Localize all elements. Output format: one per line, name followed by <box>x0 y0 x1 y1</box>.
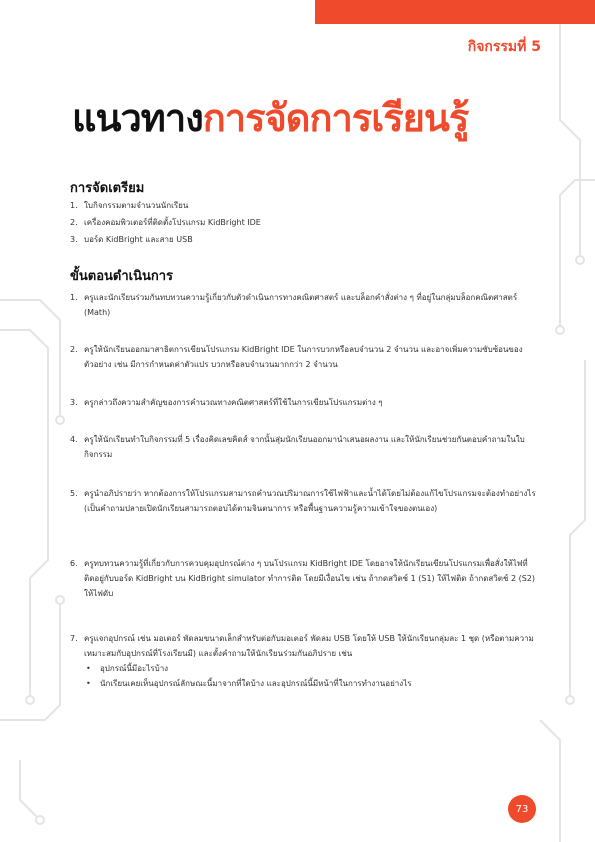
bullet-text: อุปกรณ์นี้มีอะไรบ้าง <box>100 664 169 673</box>
item-number: 3. <box>70 235 78 244</box>
bullet-mark: • <box>86 664 91 673</box>
list-item <box>70 486 538 516</box>
list-item <box>70 631 538 691</box>
step-body <box>84 631 538 691</box>
bullet-item <box>84 661 538 676</box>
step-text: ครูและนักเรียนร่วมกันทบทวนความรู้เกี่ยวกับตัวดำเนินการทางคณิตศาสตร์ และบล็อกคำสั่งต่าง ๆ ที่อยู่ในกลุ่มบล็อกคณิตศาสตร์ (Math) <box>84 293 518 317</box>
bullet-list <box>84 661 538 691</box>
item-number: 1. <box>70 201 78 210</box>
list-item <box>70 432 538 462</box>
item-text: บอร์ด KidBright และสาย USB <box>84 235 193 244</box>
step-number: 4. <box>70 435 78 444</box>
item-number: 2. <box>70 218 78 227</box>
procedure-heading: ขั้นตอนดำเนินการ <box>70 269 174 284</box>
step-number: 1. <box>70 293 78 302</box>
step-number: 2. <box>70 345 78 354</box>
preparation-heading: การจัดเตรียม <box>70 181 145 196</box>
list-item <box>70 395 538 410</box>
step-number: 6. <box>70 559 78 568</box>
list-item <box>70 200 530 217</box>
list-item <box>70 234 530 251</box>
step-number: 5. <box>70 489 78 498</box>
header-accent-bar <box>315 0 595 24</box>
step-text: ครูนำอภิปรายว่า หากต้องการให้โปรแกรมสามารถคำนวณปริมาณการใช้ไฟฟ้าและน้ำได้โดยไม่ต้องแก้ไขโปรแกรมจะต้องทำอย่างไร (เป็นคำถามปลายเปิดนักเรียนสามารถตอบได้ตามจินตนาการ หรือพื้นฐานความรู้ความเข้าใจของตนเอง) <box>84 489 536 513</box>
page-title-part1: แนวทาง <box>72 96 203 140</box>
list-item <box>70 556 538 601</box>
page-title <box>72 96 468 140</box>
page-number-badge <box>508 795 536 823</box>
step-text: ครูให้นักเรียนทำใบกิจกรรมที่ 5 เรื่องคิดเลขคิดส์ จากนั้นสุ่มนักเรียนออกมานำเสนอผลงาน และให้นักเรียนช่วยกันตอบคำถามในใบกิจกรรม <box>84 435 525 459</box>
bullet-text: นักเรียนเคยเห็นอุปกรณ์ลักษณะนี้มาจากที่ใดบ้าง และอุปกรณ์นี้มีหน้าที่ในการทำงานอย่างไร <box>100 679 412 688</box>
bullet-item <box>84 676 538 691</box>
bullet-mark: • <box>86 679 91 688</box>
item-text: ใบกิจกรรมตามจำนวนนักเรียน <box>84 201 189 210</box>
item-text: เครื่องคอมพิวเตอร์ที่ติดตั้งโปรแกรม KidBright IDE <box>84 218 261 227</box>
list-item <box>70 217 530 234</box>
step-text: ครูทบทวนความรู้ที่เกี่ยวกับการควบคุมอุปกรณ์ต่าง ๆ บนโปรแกรม KidBright IDE โดยอาจให้นักเรียนเขียนโปรแกรมเพื่อสั่งให้ไฟที่ติดอยู่กับบอร์ด KidBright บน KidBright simulator ทำการติด โดยมีเงื่อนไข เช่น ถ้ากดสวิตช์ 1 (S1) ให้ไฟติด ถ้ากดสวิตช์ 2 (S2) ให้ไฟดับ <box>84 559 535 598</box>
step-number: 3. <box>70 398 78 407</box>
step-number: 7. <box>70 634 78 643</box>
list-item <box>70 290 538 320</box>
step-text: ครูให้นักเรียนออกมาสาธิตการเขียนโปรแกรม KidBright IDE ในการบวกหรือลบจำนวน 2 จำนวน และอาจเพิ่มความซับซ้อนของตัวอย่าง เช่น มีการกำหนดค่าตัวแปร บวกหรือลบจำนวนมากกว่า 2 จำนวน <box>84 345 523 369</box>
page-title-part2: การจัดการเรียนรู้ <box>202 96 469 140</box>
step-text: ครูแจกอุปกรณ์ เช่น มอเตอร์ พัดลมขนาดเล็กสำหรับต่อกับมอเตอร์ พัดลม USB โดยให้ USB ให้นักเรียนกลุ่มละ 1 ชุด (หรือตามความเหมาะสมกับอุปกรณ์ที่โรงเรียนมี) และตั้งคำถามให้นักเรียนร่วมกันอภิปราย เช่น <box>84 634 534 658</box>
activity-label: กิจกรรมที่ 5 <box>467 39 541 55</box>
page-number: 73 <box>515 803 529 815</box>
list-item <box>70 342 538 372</box>
preparation-list <box>70 200 530 251</box>
step-text: ครูกล่าวถึงความสำคัญของการคำนวณทางคณิตศาสตร์ที่ใช้ในการเขียนโปรแกรมต่าง ๆ <box>84 398 383 407</box>
